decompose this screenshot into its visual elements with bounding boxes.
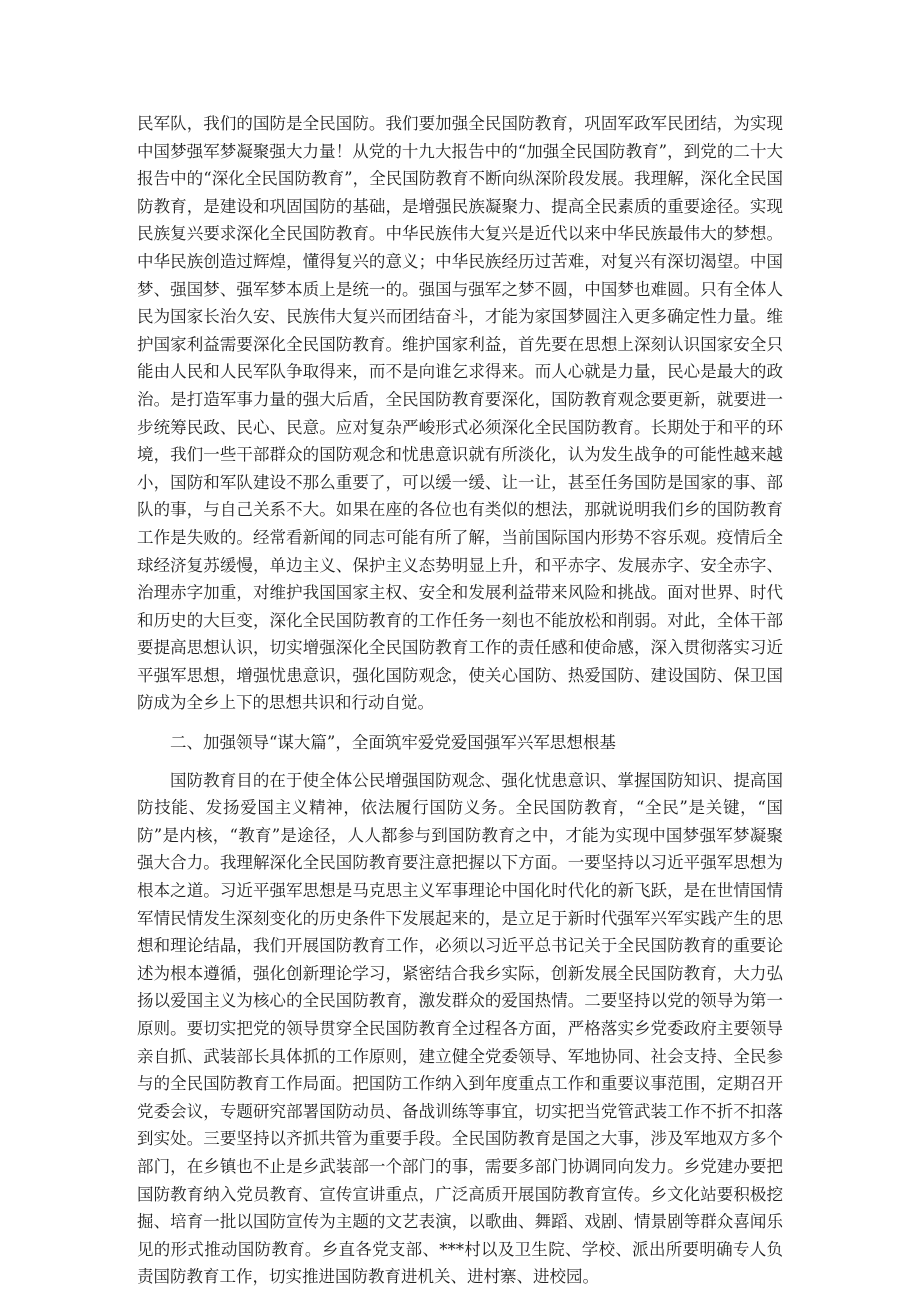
body-paragraph-continued: 民军队，我们的国防是全民国防。我们要加强全民国防教育，巩固军政军民团结，为实现中国梦强军梦凝聚强大力量！从党的十九大报告中的“加强全民国防教育”，到党的二十大报告中的“深化全民国防教育”，全民国防教育不断向纵深阶段发展。我理解，深化全民国防教育，是建设和巩固国防的基础，是增强民族凝聚力、提高全民素质的重要途径。实现民族复兴要求深化全民国防教育。中华民族伟大复兴是近代以来中华民族最伟大的梦想。中华民族创造过辉煌，懂得复兴的意义；中华民族经历过苦难，对复兴有深切渴望。中国梦、强国梦、强军梦本质上是统一的。强国与强军之梦不圆，中国梦也难圆。只有全体人民为国家长治久安、民族伟大复兴而团结奋斗，才能为家国梦圆注入更多确定性力量。维护国家利益需要深化全民国防教育。维护国家利益，首先要在思想上深刻认识国家安全只能由人民和人民军队争取得来，而不是向谁乞求得来。而人心就是力量，民心是最大的政治。是打造军事力量的强大后盾，全民国防教育要深化，国防教育观念要更新，就要进一步统筹民政、民心、民意。应对复杂严峻形式必须深化全民国防教育。长期处于和平的环境，我们一些干部群众的国防观念和忧患意识就有所淡化，认为发生战争的可能性越来越小，国防和军队建设不那么重要了，可以缓一缓、让一让，甚至任务国防是国家的事、部队的事，与自己关系不大。如果在座的各位也有类似的想法，那就说明我们乡的国防教育工作是失败的。经常看新闻的同志可能有所了解，当前国际国内形势不容乐观。疫情后全球经济复苏缓慢，单边主义、保护主义态势明显上升，和平赤字、发展赤字、安全赤字、治理赤字加重，对维护我国国家主权、安全和发展利益带来风险和挑战。面对世界、时代和历史的大巨变，深化全民国防教育的工作任务一刻也不能放松和削弱。对此，全体干部要提高思想认识，切实增强深化全民国防教育工作的责任感和使命感，深入贯彻落实习近平强军思想，增强忧患意识，强化国防观念，使关心国防、热爱国防、建设国防、保卫国防成为全乡上下的思想共识和行动自觉。 [137,114,783,713]
document-body [137,110,783,1291]
body-paragraph: 国防教育目的在于使全体公民增强国防观念、强化忧患意识、掌握国防知识、提高国防技能、发扬爱国主义精神，依法履行国防义务。全民国防教育，“全民”是关键，“国防”是内核，“教育”是途径，人人都参与到国防教育之中，才能为实现中国梦强军梦凝聚强大合力。我理解深化全民国防教育要注意把握以下方面。一要坚持以习近平强军思想为根本之道。习近平强军思想是马克思主义军事理论中国化时代化的新飞跃，是在世情国情军情民情发生深刻变化的历史条件下发展起来的，是立足于新时代强军兴军实践产生的思想和理论结晶，我们开展国防教育工作，必须以习近平总书记关于全民国防教育的重要论述为根本遵循，强化创新理论学习，紧密结合我乡实际，创新发展全民国防教育，大力弘扬以爱国主义为核心的全民国防教育，激发群众的爱国热情。二要坚持以党的领导为第一原则。要切实把党的领导贯穿全民国防教育全过程各方面，严格落实乡党委政府主要领导亲自抓、武装部长具体抓的工作原则，建立健全党委领导、军地协同、社会支持、全民参与的全民国防教育工作局面。把国防工作纳入到年度重点工作和重要议事范围，定期召开党委会议，专题研究部署国防动员、备战训练等事宜，切实把当党管武装工作不折不扣落到实处。三要坚持以齐抓共管为重要手段。全民国防教育是国之大事，涉及军地双方多个部门，在乡镇也不止是乡武装部一个部门的事，需要多部门协调同向发力。乡党建办要把国防教育纳入党员教育、宣传宣讲重点，广泛高质开展国防教育宣传。乡文化站要积极挖掘、培育一批以国防宣传为主题的文艺表演，以歌曲、舞蹈、戏剧、情景剧等群众喜闻乐见的形式推动国防教育。乡直各党支部、***村以及卫生院、学校、派出所要明确专人负责国防教育工作，切实推进国防教育进机关、进村寨、进校园。 [137,770,783,1287]
section-heading: 二、加强领导“谋大篇”，全面筑牢爱党爱国强军兴军思想根基 [170,733,616,753]
